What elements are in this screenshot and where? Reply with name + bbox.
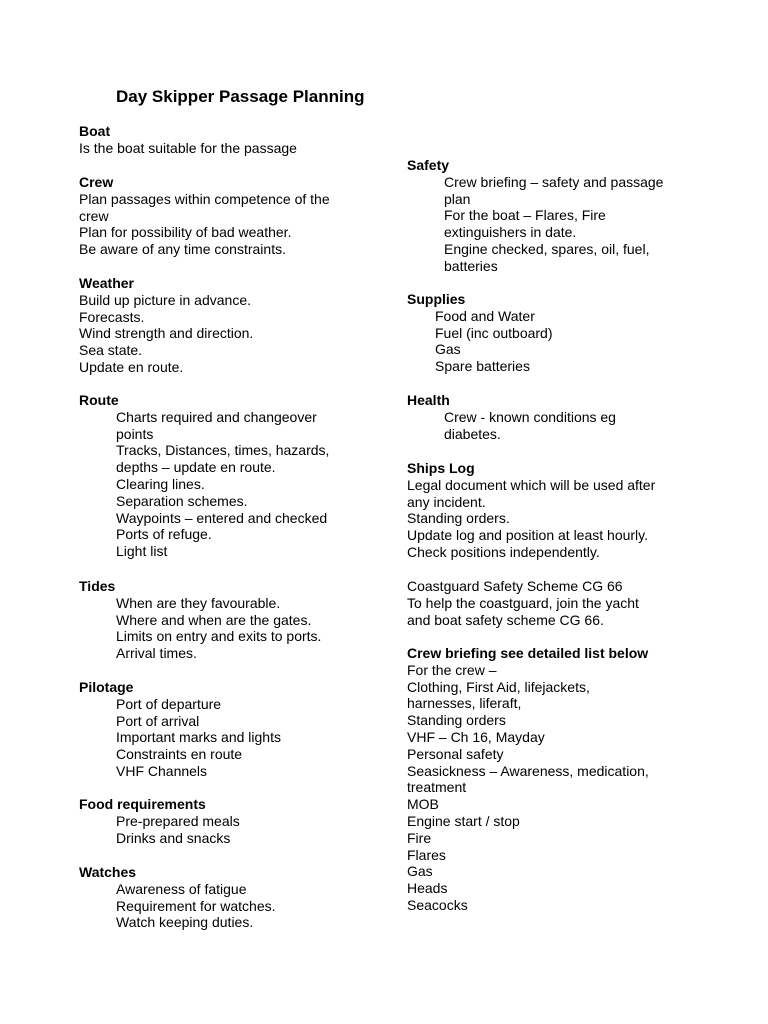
section-line: Separation schemes.	[116, 492, 248, 509]
section-line: Be aware of any time constraints.	[79, 241, 286, 258]
section-line: Build up picture in advance.	[79, 291, 251, 308]
section-line: and boat safety scheme CG 66.	[407, 611, 604, 628]
section-pilotage	[79, 679, 379, 780]
section-heading: Pilotage	[79, 679, 134, 695]
section-ships-log	[407, 460, 707, 561]
section-health	[407, 392, 707, 442]
section-line: any incident.	[407, 493, 486, 510]
section-line: Plan passages within competence of the	[79, 190, 330, 207]
section-line: Watch keeping duties.	[116, 914, 254, 931]
section-safety	[407, 157, 707, 275]
section-line: Fire	[407, 829, 432, 846]
section-line: points	[116, 425, 154, 442]
section-heading: Crew briefing see detailed list below	[407, 645, 649, 661]
section-line: depths – update en route.	[116, 459, 276, 476]
section-heading: Crew	[79, 174, 114, 190]
section-line: Crew briefing – safety and passage	[444, 173, 664, 190]
section-line: Check positions independently.	[407, 543, 600, 560]
section-line: Light list	[116, 543, 168, 560]
section-line: Gas	[407, 863, 433, 880]
section-line: Standing orders.	[407, 510, 510, 527]
section-line: When are they favourable.	[116, 594, 281, 611]
section-line: Charts required and changeover	[116, 408, 317, 425]
section-line: Crew - known conditions eg	[444, 408, 616, 425]
section-line: batteries	[444, 257, 498, 274]
section-line: Arrival times.	[116, 645, 197, 662]
section-heading: Supplies	[407, 291, 466, 307]
section-line: plan	[444, 190, 471, 207]
section-line: Heads	[407, 880, 448, 897]
section-line: harnesses, liferaft,	[407, 695, 522, 712]
section-line: Update en route.	[79, 358, 184, 375]
page-title: Day Skipper Passage Planning	[116, 87, 365, 106]
section-heading: Watches	[79, 864, 137, 880]
section-line: For the boat – Flares, Fire	[444, 207, 606, 224]
section-line: crew	[79, 207, 109, 224]
section-line: Plan for possibility of bad weather.	[79, 224, 292, 241]
section-heading: Route	[79, 392, 119, 408]
section-line: Important marks and lights	[116, 729, 281, 746]
section-heading: Weather	[79, 275, 134, 291]
section-line: Engine start / stop	[407, 812, 520, 829]
section-line: VHF – Ch 16, Mayday	[407, 728, 545, 745]
section-line: Forecasts.	[79, 308, 145, 325]
section-line: Personal safety	[407, 745, 504, 762]
section-line: Tracks, Distances, times, hazards,	[116, 442, 330, 459]
section-line: Waypoints – entered and checked	[116, 509, 328, 526]
section-line: diabetes.	[444, 425, 501, 442]
section-line: Requirement for watches.	[116, 897, 276, 914]
section-line: Limits on entry and exits to ports.	[116, 628, 322, 645]
section-line: For the crew –	[407, 661, 497, 678]
section-line: Gas	[435, 341, 461, 358]
section-line: Ports of refuge.	[116, 526, 212, 543]
section-line: Constraints en route	[116, 746, 243, 763]
section-heading: Health	[407, 392, 450, 408]
section-line: Flares	[407, 846, 446, 863]
section-line: Update log and position at least hourly.	[407, 527, 649, 544]
section-line: Seacocks	[407, 896, 468, 913]
section-line: Standing orders	[407, 712, 506, 729]
section-supplies	[407, 291, 707, 375]
section-line: extinguishers in date.	[444, 224, 577, 241]
section-heading: Ships Log	[407, 460, 475, 476]
section-crew	[79, 174, 379, 258]
section-line: Legal document which will be used after	[407, 476, 656, 493]
section-heading: Safety	[407, 157, 450, 173]
section-watches	[79, 864, 379, 931]
section-tides	[79, 578, 379, 662]
section-line: Pre-prepared meals	[116, 812, 240, 829]
section-line: Engine checked, spares, oil, fuel,	[444, 240, 650, 257]
section-line: MOB	[407, 796, 439, 813]
section-line: Sea state.	[79, 342, 143, 359]
section-heading: Food requirements	[79, 796, 206, 812]
section-weather	[79, 275, 379, 376]
section-line: Spare batteries	[435, 358, 530, 375]
section-line: Clearing lines.	[116, 475, 205, 492]
section-line: Clothing, First Aid, lifejackets,	[407, 678, 590, 695]
section-line: To help the coastguard, join the yacht	[407, 594, 639, 611]
section-line: Drinks and snacks	[116, 829, 231, 846]
section-line: Fuel (inc outboard)	[435, 324, 553, 341]
section-line: Where and when are the gates.	[116, 611, 312, 628]
section-line: Seasickness – Awareness, medication,	[407, 762, 649, 779]
section-line: Coastguard Safety Scheme CG 66	[407, 578, 623, 594]
section-line: Port of arrival	[116, 712, 200, 729]
section-line: Wind strength and direction.	[79, 325, 254, 342]
section-boat	[79, 123, 379, 157]
section-line: Awareness of fatigue	[116, 880, 247, 897]
section-food	[79, 796, 379, 846]
section-coastguard	[407, 578, 707, 628]
section-heading: Tides	[79, 578, 116, 594]
section-line: VHF Channels	[116, 762, 208, 779]
section-crew-briefing	[407, 645, 707, 914]
section-line: treatment	[407, 779, 467, 796]
section-heading: Boat	[79, 123, 111, 139]
section-line: Port of departure	[116, 695, 222, 712]
section-line: Food and Water	[435, 307, 535, 324]
section-route	[79, 392, 379, 560]
section-line: Is the boat suitable for the passage	[79, 139, 297, 156]
